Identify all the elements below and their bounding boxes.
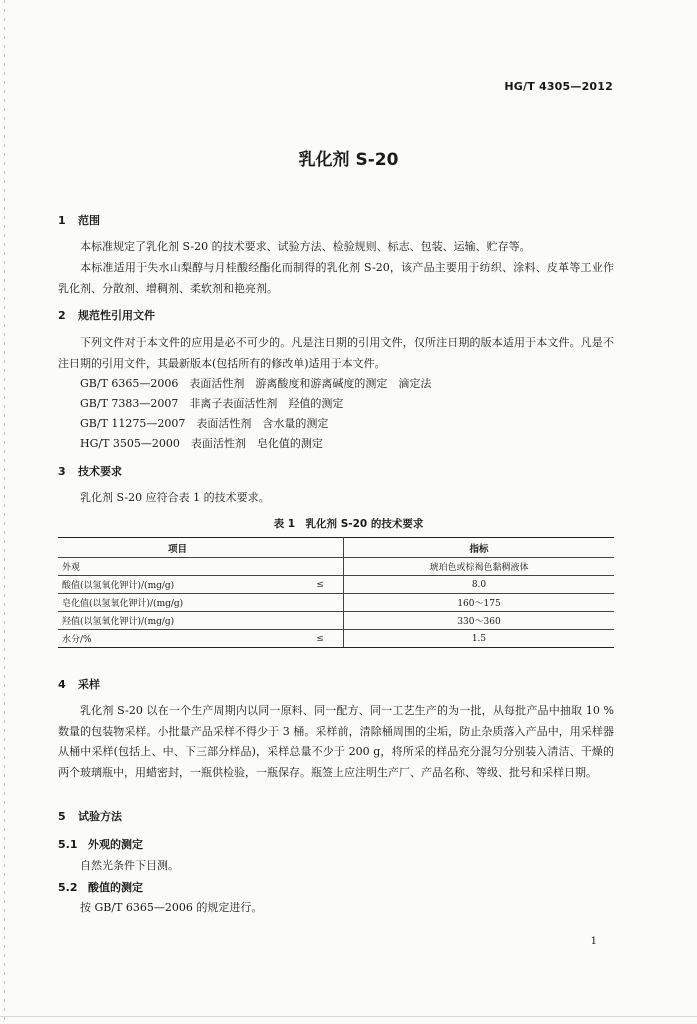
- document-title: 乳化剂 S-20: [298, 150, 399, 170]
- page-number: 1: [590, 936, 597, 947]
- table-header-row: [58, 538, 614, 558]
- subsection-number: 5.1: [58, 838, 78, 851]
- row-operator: ≤: [297, 630, 344, 648]
- row-value: 1.5: [344, 630, 615, 648]
- section-title: 规范性引用文件: [78, 309, 155, 322]
- reference-item: HG/T 3505—2000 表面活性剂 皂化值的测定: [80, 437, 323, 450]
- section-number: 3: [58, 465, 66, 478]
- section-3-text: 乳化剂 S-20 应符合表 1 的技术要求。: [80, 491, 270, 504]
- subsection-5-2-heading: [58, 879, 143, 895]
- section-4-text: 乳化剂 S-20 以在一个生产周期内以同一原料、同一配方、同一工艺生产的为一批，从每批产品中抽取 10 %数量的包装物采样。小批量产品采样不得少于 3 桶。采样前，清除桶周围的尘垢，防止杂质落入产品中，用采样器从桶中采样(包括上、中、下三部分样品)，采样总量不少于 200 g，将所采的样品充分混匀分别装入清洁、干燥的两个玻璃瓶中，用蜡密封，一瓶供检验，一瓶保存。瓶签上应注明生产厂、产品名称、等级、批号和采样日期。: [58, 704, 614, 779]
- table-row: [58, 558, 614, 576]
- section-1-paragraph-1: 本标准规定了乳化剂 S-20 的技术要求、试验方法、检验规则、标志、包装、运输、贮存等。: [80, 240, 531, 253]
- row-value: 8.0: [344, 576, 615, 594]
- section-3-heading: [58, 463, 122, 479]
- reference-item: GB/T 7383—2007 非离子表面活性剂 羟值的测定: [80, 397, 344, 410]
- row-item: 羟值(以氢氧化钾计)/(mg/g): [58, 612, 297, 630]
- row-operator: ≤: [297, 576, 344, 594]
- row-item: 皂化值(以氢氧化钾计)/(mg/g): [58, 594, 297, 612]
- standard-code: HG/T 4305—2012: [504, 80, 613, 93]
- section-title: 试验方法: [78, 810, 122, 823]
- reference-item: GB/T 11275—2007 表面活性剂 含水量的测定: [80, 417, 329, 430]
- row-operator: [297, 612, 344, 630]
- section-5-heading: [58, 808, 122, 824]
- row-operator: [297, 558, 344, 576]
- section-title: 采样: [78, 678, 100, 691]
- row-item: 酸值(以氢氧化钾计)/(mg/g): [58, 576, 297, 594]
- subsection-title: 外观的测定: [88, 838, 143, 851]
- reference-item: GB/T 6365—2006 表面活性剂 游离酸度和游离碱度的测定 滴定法: [80, 377, 432, 390]
- section-number: 1: [58, 214, 66, 227]
- table-row: [58, 594, 614, 612]
- section-4-heading: [58, 676, 100, 692]
- header-item: 项目: [58, 538, 297, 558]
- table-row: [58, 612, 614, 630]
- table-caption: 表 1 乳化剂 S-20 的技术要求: [273, 518, 424, 530]
- section-2-intro: 下列文件对于本文件的应用是必不可少的。凡是注日期的引用文件，仅所注日期的版本适用于本文件。凡是不注日期的引用文件，其最新版本(包括所有的修改单)适用于本文件。: [58, 336, 614, 370]
- section-number: 5: [58, 810, 66, 823]
- section-title: 技术要求: [78, 465, 122, 478]
- section-number: 4: [58, 678, 66, 691]
- subsection-5-1-heading: [58, 836, 143, 852]
- requirements-table: [58, 537, 614, 648]
- section-2-heading: [58, 307, 155, 323]
- subsection-5-2-text: 按 GB/T 6365—2006 的规定进行。: [80, 901, 263, 914]
- section-1-heading: [58, 212, 100, 228]
- header-value: 指标: [344, 538, 615, 558]
- section-number: 2: [58, 309, 66, 322]
- scan-edge-bottom: [0, 1016, 697, 1017]
- subsection-title: 酸值的测定: [88, 881, 143, 894]
- row-value: 琥珀色或棕褐色黏稠液体: [344, 558, 615, 576]
- table-row: [58, 576, 614, 594]
- header-spacer: [297, 538, 344, 558]
- row-operator: [297, 594, 344, 612]
- table-row: [58, 630, 614, 648]
- section-1-paragraph-2: 本标准适用于失水山梨醇与月桂酸经酯化而制得的乳化剂 S-20，该产品主要用于纺织、涂料、皮革等工业作乳化剂、分散剂、增稠剂、柔软剂和艳亮剂。: [58, 261, 614, 295]
- row-item: 水分/%: [58, 630, 297, 648]
- subsection-number: 5.2: [58, 881, 78, 894]
- row-value: 160～175: [344, 594, 615, 612]
- row-item: 外观: [58, 558, 297, 576]
- subsection-5-1-text: 自然光条件下目测。: [80, 859, 179, 872]
- section-title: 范围: [78, 214, 100, 227]
- row-value: 330～360: [344, 612, 615, 630]
